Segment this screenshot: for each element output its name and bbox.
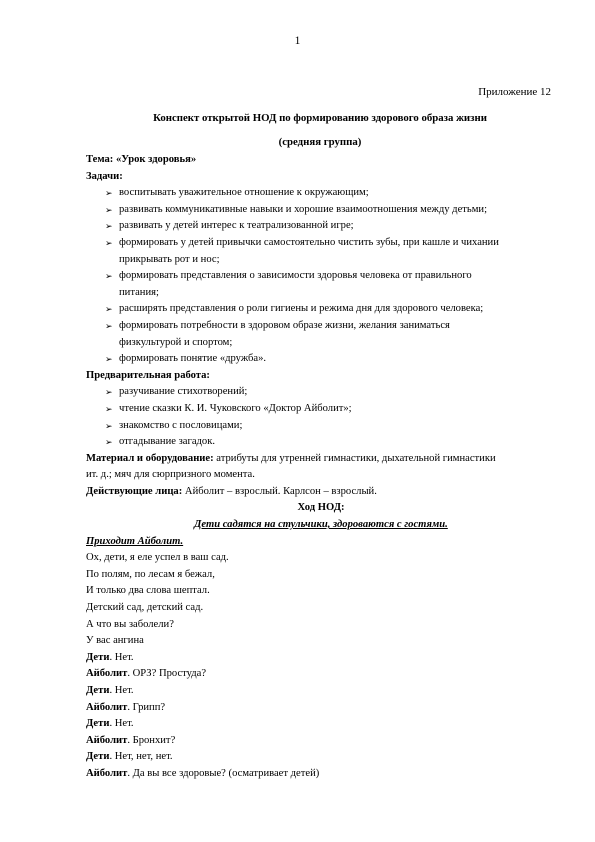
bullet-arrow-icon: ➢: [105, 437, 113, 448]
speech-text: . Нет.: [109, 685, 134, 696]
page-number: 1: [294, 35, 301, 47]
document-title: Конспект открытой НОД по формированию здорового образа жизни: [153, 112, 487, 124]
material-text: атрибуты для утренней гимнастики, дыхательной гимнастики: [213, 452, 496, 464]
task-item-continuation: физкультурой и спортом;: [119, 336, 233, 348]
poem-line: И только два слова шептал.: [86, 585, 210, 597]
task-item: [86, 218, 556, 235]
poem-line: У вас ангина: [86, 635, 144, 647]
characters-line: [86, 484, 556, 501]
speaker-name: Айболит: [86, 701, 128, 713]
prep-label: Предварительная работа:: [86, 369, 210, 381]
bullet-arrow-icon: ➢: [105, 354, 113, 365]
bullet-arrow-icon: ➢: [105, 420, 113, 431]
task-text: формировать представления о зависимости здоровья человека от правильного: [119, 270, 472, 282]
speaker-name: Айболит: [86, 668, 128, 680]
bullet-arrow-icon: ➢: [105, 304, 113, 315]
dialogue-line: [86, 700, 556, 717]
prep-list: [86, 384, 556, 450]
theme-line: [86, 152, 556, 169]
speech-text: . Грипп?: [127, 701, 166, 713]
theme-value: «Урок здоровья»: [113, 154, 197, 165]
bullet-arrow-icon: ➢: [105, 204, 113, 215]
task-item: [86, 235, 556, 252]
scene-2: [86, 534, 556, 551]
prep-text: чтение сказки К. И. Чуковского «Доктор Айболит»;: [119, 402, 352, 414]
task-text: развивать коммуникативные навыки и хорошие взаимоотношения между детьми;: [119, 203, 488, 215]
dialogue-line: [86, 733, 556, 750]
speech-text: . Нет, нет, нет.: [109, 751, 173, 763]
task-item: [86, 185, 556, 202]
speaker-name: Дети: [86, 685, 110, 696]
poem-line: Детский сад, детский сад.: [86, 602, 204, 614]
task-text: формировать понятие «дружба».: [119, 353, 267, 365]
prep-item: [86, 418, 556, 435]
task-item: [86, 318, 556, 335]
dialogue-line: [86, 749, 556, 766]
task-text: формировать у детей привычки самостоятельно чистить зубы, при кашле и чихании: [119, 236, 499, 248]
task-item: [86, 301, 556, 318]
prep-item: [86, 401, 556, 418]
scene-1: [86, 517, 556, 534]
task-item: [86, 351, 556, 368]
speech-text: . Бронхит?: [127, 734, 176, 746]
speaker-name: Дети: [86, 718, 110, 730]
dialogue-line: [86, 650, 556, 667]
prep-text: разучивание стихотворений;: [119, 386, 248, 398]
tasks-list: [86, 185, 556, 368]
document-body: [86, 152, 556, 783]
dialogue: [86, 650, 556, 783]
dialogue-line: [86, 666, 556, 683]
dialogue-line: [86, 716, 556, 733]
speech-text: . ОРЗ? Простуда?: [127, 668, 207, 680]
task-item: [86, 202, 556, 219]
bullet-arrow-icon: ➢: [105, 320, 113, 331]
material-line: [86, 451, 556, 468]
dialogue-line: [86, 766, 556, 783]
task-text: расширять представления о роли гигиены и режима дня для здорового человека;: [119, 303, 484, 315]
bullet-arrow-icon: ➢: [105, 221, 113, 232]
characters-text: Айболит – взрослый. Карлсон – взрослый.: [182, 485, 377, 497]
speech-text: . Нет.: [109, 651, 134, 663]
task-item: [86, 268, 556, 285]
speech-text: . Нет.: [109, 718, 134, 730]
task-item-continuation: питания;: [119, 286, 159, 298]
bullet-arrow-icon: ➢: [105, 403, 113, 414]
bullet-arrow-icon: ➢: [105, 188, 113, 199]
poem-line: Ох, дети, я еле успел в ваш сад.: [86, 552, 229, 564]
poem: [86, 550, 556, 650]
material-line-2: ит. д.; мяч для сюрпризного момента.: [86, 469, 255, 481]
task-text: воспитывать уважительное отношение к окружающим;: [119, 187, 369, 199]
characters-label: Действующие лица:: [86, 485, 183, 497]
poem-line: По полям, по лесам я бежал,: [86, 568, 215, 580]
scene-1-text: Дети садятся на стульчики, здороваются с гостями.: [194, 519, 448, 531]
speaker-name: Айболит: [86, 767, 128, 779]
task-text: формировать потребности в здоровом образе жизни, желания заниматься: [119, 319, 450, 331]
task-text: развивать у детей интерес к театрализованной игре;: [119, 220, 354, 232]
bullet-arrow-icon: ➢: [105, 387, 113, 398]
speaker-name: Дети: [86, 751, 110, 763]
course-title: Ход НОД:: [297, 502, 345, 514]
bullet-arrow-icon: ➢: [105, 271, 113, 282]
speech-text: . Да вы все здоровые? (осматривает детей): [127, 767, 320, 779]
appendix-label: Приложение 12: [478, 86, 551, 98]
prep-text: отгадывание загадок.: [119, 436, 216, 448]
poem-line: А что вы заболели?: [86, 618, 174, 630]
document-subtitle: (средняя группа): [278, 136, 362, 148]
prep-text: знакомство с пословицами;: [119, 419, 243, 431]
prep-item: [86, 434, 556, 451]
material-label: Материал и оборудование:: [86, 452, 214, 464]
task-item-continuation: прикрывать рот и нос;: [119, 253, 220, 265]
prep-item: [86, 384, 556, 401]
theme-label: Тема:: [86, 154, 114, 165]
scene-2-text: Приходит Айболит.: [86, 535, 184, 547]
speaker-name: Дети: [86, 651, 110, 663]
dialogue-line: [86, 683, 556, 700]
bullet-arrow-icon: ➢: [105, 237, 113, 248]
tasks-label: Задачи:: [86, 170, 123, 182]
speaker-name: Айболит: [86, 734, 128, 746]
